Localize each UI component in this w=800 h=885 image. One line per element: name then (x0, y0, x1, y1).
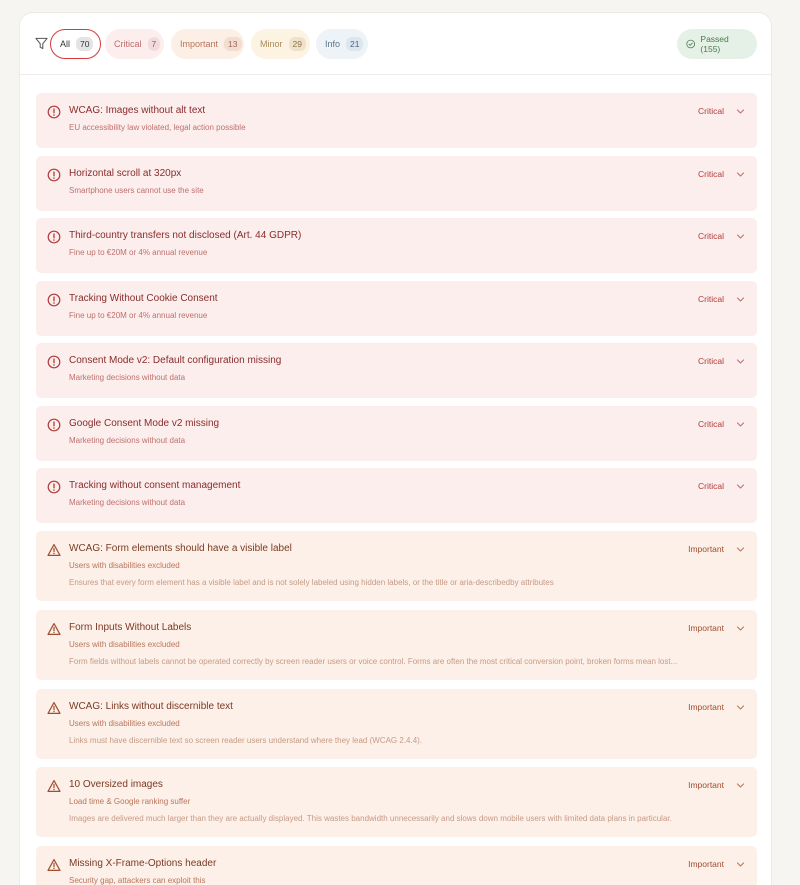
filter-passed-chip[interactable] (677, 29, 757, 59)
issue-subtitle: Users with disabilities excluded (69, 719, 180, 728)
issue-title: Tracking Without Cookie Consent (69, 293, 218, 304)
alert-triangle-icon (47, 622, 61, 636)
alert-circle-icon (47, 105, 61, 119)
issue-title: WCAG: Images without alt text (69, 105, 206, 116)
alert-circle-icon (47, 168, 61, 182)
chevron-down-icon[interactable] (736, 860, 745, 869)
alert-circle-icon (47, 480, 61, 494)
issue-subtitle: Users with disabilities excluded (69, 561, 180, 570)
alert-triangle-icon (47, 701, 61, 715)
filter-info-count: 21 (346, 37, 363, 51)
issue-card[interactable] (36, 846, 757, 885)
issue-severity: Critical (698, 169, 724, 179)
filter-important-count: 13 (224, 37, 241, 51)
issue-card[interactable] (36, 156, 757, 211)
chevron-down-icon[interactable] (736, 420, 745, 429)
issue-card[interactable] (36, 93, 757, 148)
issue-severity: Critical (698, 356, 724, 366)
issue-severity: Important (688, 544, 724, 554)
issue-card[interactable] (36, 531, 757, 601)
issue-title: WCAG: Links without discernible text (69, 701, 233, 712)
issues-panel (19, 12, 772, 885)
issue-subtitle: Users with disabilities excluded (69, 640, 180, 649)
issue-subtitle: Smartphone users cannot use the site (69, 186, 204, 195)
chevron-down-icon[interactable] (736, 545, 745, 554)
filter-minor-chip[interactable] (251, 29, 310, 59)
filter-important-chip[interactable] (171, 29, 244, 59)
alert-circle-icon (47, 355, 61, 369)
filter-critical-label: Critical (114, 39, 142, 49)
issue-card[interactable] (36, 218, 757, 273)
filter-passed-label: Passed (155) (700, 34, 729, 54)
issue-severity: Important (688, 623, 724, 633)
chevron-down-icon[interactable] (736, 232, 745, 241)
alert-triangle-icon (47, 779, 61, 793)
filter-info-label: Info (325, 39, 341, 49)
filter-critical-count: 7 (148, 37, 161, 51)
issue-subtitle: EU accessibility law violated, legal action possible (69, 123, 246, 132)
issue-card[interactable] (36, 767, 757, 837)
issue-description: Images are delivered much larger than they are actually displayed. This wastes bandwidth unnecessarily and slows down mobile users with limited data plans in particular. (69, 814, 672, 823)
alert-circle-icon (47, 230, 61, 244)
filter-icon[interactable] (35, 37, 48, 50)
issue-card[interactable] (36, 610, 757, 680)
issue-description: Ensures that every form element has a visible label and is not solely labeled using hidden labels, or the title or aria-describedby attributes (69, 578, 554, 587)
filter-all-chip[interactable] (50, 29, 101, 59)
chevron-down-icon[interactable] (736, 482, 745, 491)
filter-minor-label: Minor (260, 39, 283, 49)
chevron-down-icon[interactable] (736, 170, 745, 179)
issue-severity: Critical (698, 294, 724, 304)
check-circle-icon (686, 39, 695, 49)
issue-severity: Critical (698, 231, 724, 241)
issue-severity: Critical (698, 106, 724, 116)
chevron-down-icon[interactable] (736, 703, 745, 712)
issue-severity: Critical (698, 419, 724, 429)
filter-minor-count: 29 (289, 37, 306, 51)
filter-all-label: All (60, 39, 71, 49)
issue-subtitle: Load time & Google ranking suffer (69, 797, 191, 806)
issue-title: Form Inputs Without Labels (69, 622, 192, 633)
issue-card[interactable] (36, 281, 757, 336)
issue-card[interactable] (36, 468, 757, 523)
filter-all-count: 70 (76, 37, 93, 51)
alert-triangle-icon (47, 858, 61, 872)
issue-card[interactable] (36, 689, 757, 759)
issue-title: Google Consent Mode v2 missing (69, 418, 220, 429)
issue-description: Links must have discernible text so screen reader users understand where they lead (WCAG 2.4.4). (69, 736, 423, 745)
alert-circle-icon (47, 418, 61, 432)
issue-title: Missing X-Frame-Options header (69, 858, 217, 869)
issue-severity: Important (688, 859, 724, 869)
issue-description: Form fields without labels cannot be operated correctly by screen reader users or voice control. Forms are often the most critical conversion point, broken forms mean lost... (69, 657, 678, 666)
filter-info-chip[interactable] (316, 29, 368, 59)
issue-subtitle: Marketing decisions without data (69, 498, 186, 507)
issue-title: Horizontal scroll at 320px (69, 168, 182, 179)
chevron-down-icon[interactable] (736, 624, 745, 633)
issue-severity: Critical (698, 481, 724, 491)
issue-card[interactable] (36, 343, 757, 398)
issue-title: Third-country transfers not disclosed (Art. 44 GDPR) (69, 230, 302, 241)
issue-severity: Important (688, 702, 724, 712)
filter-important-label: Important (180, 39, 219, 49)
issue-title: Tracking without consent management (69, 480, 241, 491)
issue-subtitle: Fine up to €20M or 4% annual revenue (69, 311, 208, 320)
issue-subtitle: Fine up to €20M or 4% annual revenue (69, 248, 208, 257)
issue-subtitle: Marketing decisions without data (69, 373, 186, 382)
chevron-down-icon[interactable] (736, 107, 745, 116)
chevron-down-icon[interactable] (736, 295, 745, 304)
chevron-down-icon[interactable] (736, 357, 745, 366)
chevron-down-icon[interactable] (736, 781, 745, 790)
filter-bar (20, 13, 771, 75)
alert-triangle-icon (47, 543, 61, 557)
issue-title: WCAG: Form elements should have a visible label (69, 543, 292, 554)
alert-circle-icon (47, 293, 61, 307)
issue-card[interactable] (36, 406, 757, 461)
issue-subtitle: Marketing decisions without data (69, 436, 186, 445)
issue-severity: Important (688, 780, 724, 790)
issue-subtitle: Security gap, attackers can exploit this (69, 876, 206, 885)
issue-title: 10 Oversized images (69, 779, 163, 790)
filter-critical-chip[interactable] (105, 29, 164, 59)
issue-title: Consent Mode v2: Default configuration missing (69, 355, 282, 366)
